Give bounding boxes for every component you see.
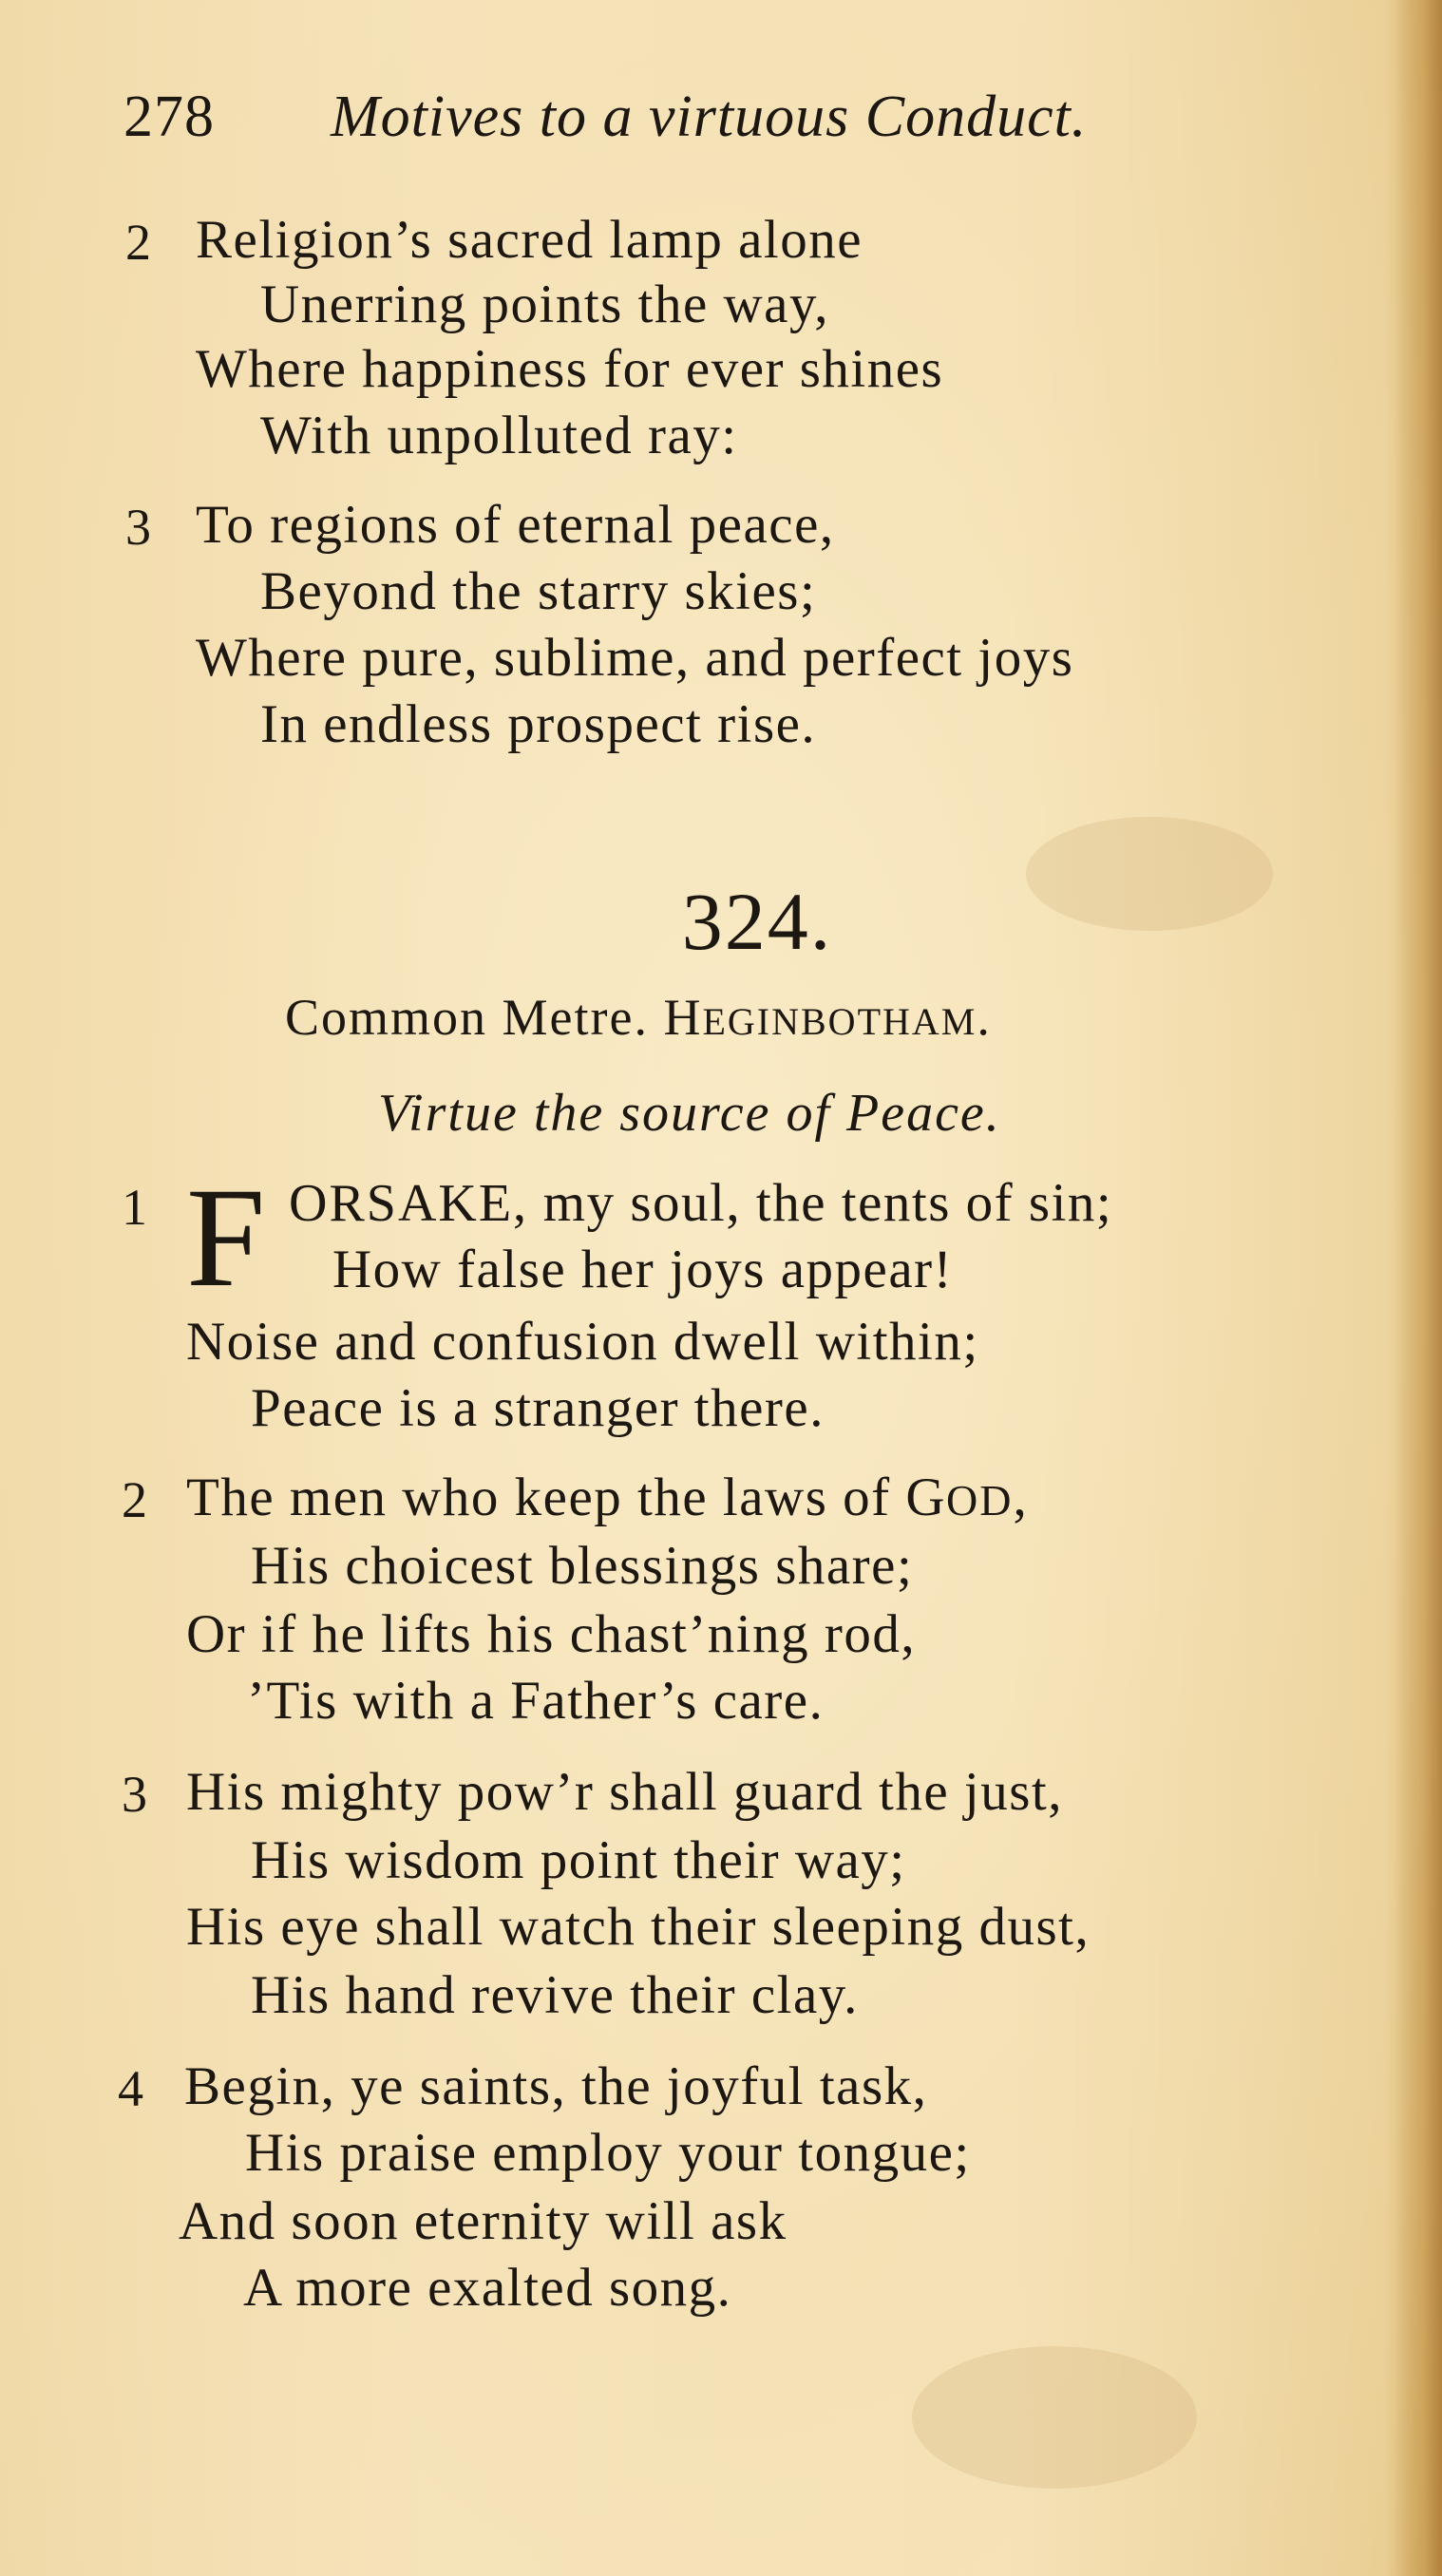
verse-line-punct: , [1013,1468,1029,1527]
hymn-subject: Virtue the source of Peace. [378,1084,1001,1143]
stanza-number: 2 [125,214,151,271]
drop-cap: F [186,1159,266,1316]
verse-line: Begin, ye saints, the joyful task, [184,2056,928,2116]
verse-line: Religion’s sacred lamp alone [196,210,863,270]
verse-line: Where happiness for ever shines [196,339,944,399]
verse-line: ’Tis with a Father’s care. [247,1671,825,1731]
verse-line: His mighty pow’r shall guard the just, [186,1762,1063,1822]
verse-line: Noise and confusion dwell within; [186,1312,979,1372]
first-word: ORSAKE, [289,1174,529,1233]
verse-line: Peace is a stranger there. [251,1378,825,1438]
stanza-number: 3 [122,1766,147,1823]
running-title: Motives to a virtuous Conduct. [331,85,1088,149]
stanza-number: 3 [125,499,151,556]
page-number: 278 [123,85,215,149]
verse-line: His hand revive their clay. [251,1965,859,2025]
stanza-number: 1 [122,1179,147,1236]
verse-line: Where pure, sublime, and perfect joys [196,628,1074,688]
verse-line: Or if he lifts his chast’ning rod, [186,1604,917,1664]
small-caps-word: OD [946,1476,1014,1525]
verse-line: Beyond the starry skies; [260,561,817,621]
meter-text: Common Metre. H [285,989,703,1046]
verse-line: To regions of eternal peace, [196,495,835,555]
verse-line: His eye shall watch their sleeping dust, [186,1897,1091,1957]
verse-line: His praise employ your tongue; [245,2123,971,2183]
verse-line: And soon eternity will ask [179,2191,787,2251]
stanza-number: 2 [122,1471,147,1528]
verse-line: How false her joys appear! [332,1240,954,1299]
verse-line [186,1470,1028,1525]
verse-line: Unerring points the way, [260,275,830,334]
verse-line-text: The men who keep the laws of G [186,1468,947,1527]
meter-period: . [977,989,992,1046]
author-small-caps: EGINBOTHAM [702,1000,977,1043]
verse-line: A more exalted song. [243,2258,732,2318]
verse-line: His wisdom point their way; [251,1830,906,1890]
hymn-number: 324. [681,876,833,967]
verse-line: His choicest blessings share; [251,1536,914,1596]
verse-line: With unpolluted ray: [260,406,738,465]
stanza-number: 4 [118,2060,143,2117]
verse-line [289,1173,1113,1233]
verse-line-rest: my soul, the tents of sin; [528,1173,1113,1233]
verse-line: In endless prospect rise. [260,694,817,754]
meter-attribution [285,988,992,1047]
